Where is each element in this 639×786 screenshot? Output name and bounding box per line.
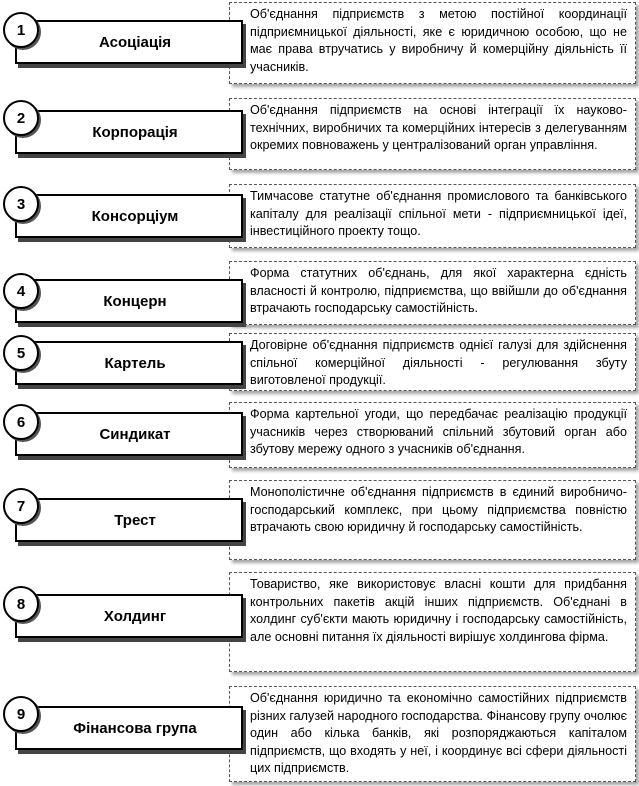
item-term-box: Картель xyxy=(15,341,243,385)
item-term-box: Трест xyxy=(15,498,243,542)
item-description: Монополістичне об'єднання підприємств в єдиний виробничо-господарський комплекс, при цьому підприємства повністю втрачають свою юридичну й господарську самостійність. xyxy=(229,480,636,560)
item-number-circle: 1 xyxy=(3,12,39,48)
item-term-box: Холдинг xyxy=(15,594,243,638)
item-term-box: Синдикат xyxy=(15,412,243,456)
item-number-circle: 7 xyxy=(3,488,39,524)
item-number-circle: 2 xyxy=(3,100,39,136)
item-number-circle: 9 xyxy=(3,696,39,732)
item-description: Договірне об'єднання підприємств однієї галузі для здійснення спільної комерційної діяльності - регулювання збуту виготовленої продукції. xyxy=(229,333,636,391)
item-description: Об'єднання підприємств на основі інтеграції їх науково-технічних, виробничих та комерційних інтересів з делегуванням окремих повноважень у централізований орган управління. xyxy=(229,98,636,170)
item-description: Форма картельної угоди, що передбачає реалізацію продукції учасників через створюваний спільний збутовий орган або збутову мережу одного з учасників об'єднання. xyxy=(229,402,636,468)
item-term-box: Концерн xyxy=(15,279,243,323)
item-number-circle: 6 xyxy=(3,404,39,440)
item-term-box: Корпорація xyxy=(15,110,243,154)
item-term-box: Асоціація xyxy=(15,20,243,64)
item-number-circle: 3 xyxy=(3,186,39,222)
item-description: Форма статутних об'єднань, для якої характерна єдність власності й контролю, підприємства, що ввійшли до об'єднання втрачають господарську самостійність. xyxy=(229,261,636,325)
item-term-box: Консорціум xyxy=(15,194,243,238)
item-description: Тимчасове статутне об'єднання промислового та банківського капіталу для реалізації спільної мети - підприємницької ідеї, інвестиційного проекту тощо. xyxy=(229,184,636,248)
item-description: Об'єднання підприємств з метою постійної координації підприємницької діяльності, яке є юридичною особою, що не має права втручатись у виробничу й комерційну діяльність її учасників. xyxy=(229,2,636,84)
item-number-circle: 5 xyxy=(3,335,39,371)
item-description: Товариство, яке використовує власні кошти для придбання контрольних пакетів акцій інших підприємств. Об'єднані в холдинг суб'єкти мають юридичну і господарську самостійність, але основні питання їх діяльності вирішує холдингова фірма. xyxy=(229,572,636,672)
item-description: Об'єднання юридично та економічно самостійних підприємств різних галузей народного господарства. Фінансову групу очолює один або кілька банків, які розпоряджаються капіталом підприємств, що входять у неї, і координує всі сфери діяльності цих підприємств. xyxy=(229,686,636,782)
item-term-box: Фінансова група xyxy=(15,706,243,750)
item-number-circle: 4 xyxy=(3,273,39,309)
item-number-circle: 8 xyxy=(3,586,39,622)
